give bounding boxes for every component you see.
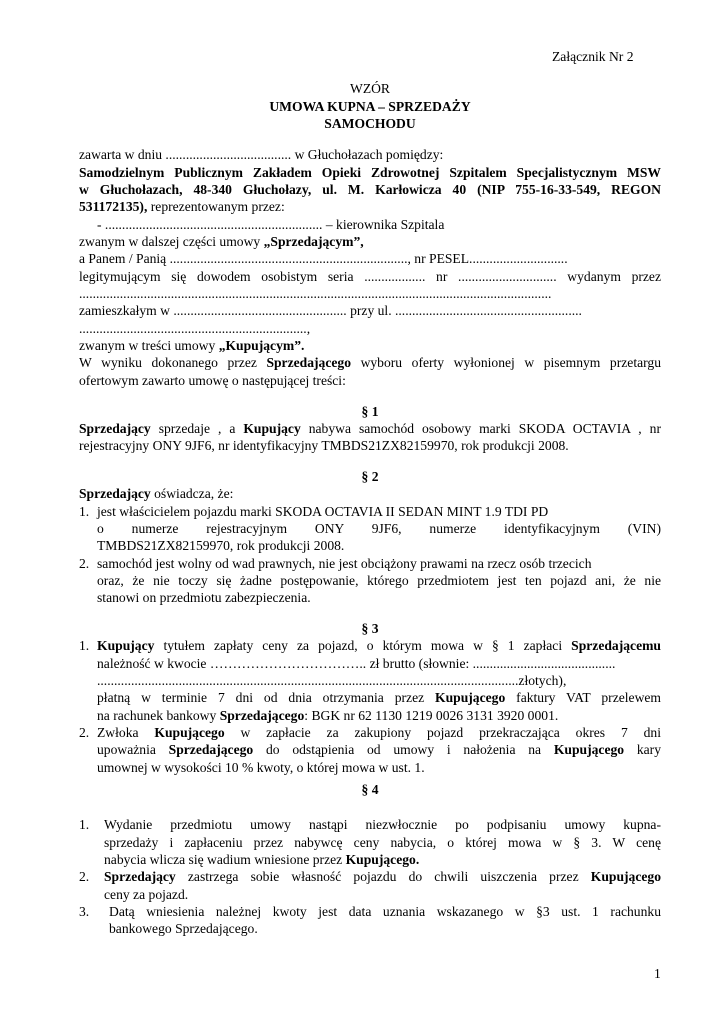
- section-2-heading: § 2: [361, 469, 379, 484]
- represented-text: reprezentowanym przez:: [147, 199, 285, 214]
- list-item-line: [104, 868, 661, 886]
- s3-text: kary: [624, 742, 661, 757]
- s4-text: nabycia wlicza się wadium wniesione przez: [104, 852, 346, 867]
- tender-line: [79, 354, 661, 372]
- list-number: 2.: [79, 869, 90, 884]
- s1-text-2: nabywa samochód osobowy marki SKODA OCTAVIA , nr: [300, 421, 661, 436]
- section-3-heading: § 3: [361, 621, 379, 636]
- tender-line-2: ofertowym zawarto umowę o następującej treści:: [79, 373, 346, 388]
- section-2-intro: [79, 485, 661, 503]
- list-item-line: bankowego Sprzedającego.: [109, 921, 258, 936]
- seller-regon-line: [79, 198, 661, 216]
- s1-text-1: sprzedaje , a: [150, 421, 244, 436]
- section-4-heading: § 4: [361, 782, 379, 797]
- section-1-line: [79, 420, 661, 438]
- buyer-ref: Kupującego: [553, 742, 625, 757]
- list-number: 2.: [79, 725, 90, 740]
- s3-text: tytułem zapłaty ceny za pojazd, o którym mowa w § 1 zapłaci: [154, 638, 572, 653]
- bank-account-line: [97, 707, 661, 725]
- list-item-line: [104, 851, 661, 869]
- seller-name-line: Samodzielnym Publicznym Zakładem Opieki Zdrowotnej Szpitalem Specjalistycznym MSW: [79, 165, 661, 180]
- contract-subtitle: SAMOCHODU: [324, 116, 416, 131]
- list-item-line: Wydanie przedmiotu umowy nastąpi niezwłocznie po podpisaniu umowy kupna-: [104, 817, 661, 832]
- representative-line: - ................................................................ – kierownika Szpitala: [97, 217, 445, 232]
- seller-ref: Sprzedający: [79, 486, 151, 501]
- list-item-line: jest właścicielem pojazdu marki SKODA OCTAVIA II SEDAN MINT 1.9 TDI PD: [97, 504, 549, 519]
- s3-text: do odstąpienia od umowy i nałożenia na: [253, 742, 554, 757]
- buyer-ref: Kupujący: [243, 421, 301, 436]
- list-item-line: samochód jest wolny od wad prawnych, nie jest obciążony prawami na rzecz osób trzecich: [97, 556, 592, 571]
- s2-text: oświadcza, że:: [150, 486, 234, 501]
- contract-title: UMOWA KUPNA – SPRZEDAŻY: [269, 99, 471, 114]
- list-item-line: należność w kwocie …………………………….. zł brutto (słownie: ..........................................: [97, 656, 616, 671]
- buyer-ref: Kupujący: [97, 638, 155, 653]
- bank-account-number: : BGK nr 62 1130 1219 0026 3131 3920 0001.: [304, 708, 559, 723]
- tender-text-1: W wyniku dokonanego przez: [79, 355, 267, 370]
- buyer-ref: Kupującego: [590, 869, 661, 884]
- list-item-line: ceny za pojazd.: [104, 887, 189, 902]
- list-item-line: sprzedaży i zapłaceniu przez nabywcę ceny nabycia, o której mowa w § 3. W cenę: [104, 835, 661, 850]
- tender-seller: Sprzedającego: [266, 355, 352, 370]
- list-item-line: umownej w wysokości 10 % kwoty, o której mowa w ust. 1.: [97, 760, 425, 775]
- s3-text: w zapłacie za zakupiony pojazd przekraczająca okres 7 dni: [224, 725, 661, 740]
- section-1-line: rejestracyjny ONY 9JF6, nr identyfikacyjny TMBDS21ZX82159970, rok produkcji 2008.: [79, 438, 569, 453]
- seller-ref: Sprzedający: [104, 869, 176, 884]
- buyer-alias-text: zwanym w treści umowy: [79, 338, 219, 353]
- buyer-ref: Kupującego: [154, 725, 225, 740]
- list-number: 1.: [79, 817, 90, 832]
- list-item-line: oraz, że nie toczy się żadne postępowanie, którego przedmiotem jest ten pojazd ani, że nie: [97, 573, 661, 588]
- buyer-id-issuer-line: ...........................................................................................................................................: [79, 286, 552, 301]
- buyer-address-line: zamieszkałym w ................................................... przy ul. .......................................................: [79, 303, 582, 318]
- seller-ref: Sprzedający: [79, 421, 151, 436]
- seller-alias-line: [79, 233, 661, 251]
- title-wzor: WZÓR: [349, 81, 391, 96]
- list-item-line: [97, 637, 661, 655]
- seller-ref: Sprzedającemu: [571, 638, 661, 653]
- s3-text: płatną w terminie 7 dni od dnia otrzymania przez: [97, 690, 436, 705]
- s3-text: faktury VAT przelewem: [505, 690, 661, 705]
- list-item-line: [97, 689, 661, 707]
- page-number: 1: [654, 966, 661, 981]
- buyer-name-line: a Panem / Panią ......................................................................, nr PESEL.............................: [79, 251, 568, 266]
- list-number: 2.: [79, 556, 90, 571]
- seller-alias-text: zwanym w dalszej części umowy: [79, 234, 264, 249]
- seller-alias: „Sprzedającym”,: [263, 234, 364, 249]
- buyer-alias: „Kupującym”.: [218, 338, 305, 353]
- buyer-ref: Kupującego: [435, 690, 506, 705]
- seller-ref: Sprzedającego: [219, 708, 305, 723]
- buyer-alias-line: [79, 337, 661, 355]
- seller-address-line: w Głuchołazach, 48-340 Głuchołazy, ul. M. Karłowicza 40 (NIP 755-16-33-549, REGON: [79, 182, 661, 197]
- list-number: 3.: [79, 904, 90, 919]
- list-item-line: o numerze rejestracyjnym ONY 9JF6, numerze identyfikacyjnym (VIN): [97, 521, 661, 536]
- list-number: 1.: [79, 638, 90, 653]
- seller-ref: Sprzedającego: [168, 742, 254, 757]
- buyer-ref: Kupującego.: [345, 852, 420, 867]
- s3-text: Zwłoka: [97, 725, 155, 740]
- list-item-line: [97, 724, 661, 742]
- buyer-address-cont-line: ...................................................................,: [79, 321, 311, 336]
- buyer-id-line: legitymującym się dowodem osobistym seria .................. nr ............................. wydanym przez: [79, 269, 661, 284]
- regon-value: 531172135),: [79, 199, 148, 214]
- annex-label: Załącznik Nr 2: [552, 49, 634, 64]
- tender-text-2: wyboru oferty wyłonionej w pisemnym przetargu: [351, 355, 662, 370]
- s3-text: upoważnia: [97, 742, 169, 757]
- list-item-line: [97, 741, 661, 759]
- s3-text: na rachunek bankowy: [97, 708, 220, 723]
- list-item-line: TMBDS21ZX82159970, rok produkcji 2008.: [97, 538, 345, 553]
- list-item-line: stanowi on przedmiotu zabezpieczenia.: [97, 590, 311, 605]
- list-item-line: ............................................................................................................................złotych),: [97, 673, 567, 688]
- s4-text: zastrzega sobie własność pojazdu do chwili uiszczenia przez: [175, 869, 591, 884]
- list-number: 1.: [79, 504, 90, 519]
- section-1-heading: § 1: [361, 404, 379, 419]
- intro-line: zawarta w dniu ..................................... w Głuchołazach pomiędzy:: [79, 147, 444, 162]
- list-item-line: Datą wniesienia należnej kwoty jest data uznania wskazanego w §3 ust. 1 rachunku: [109, 904, 661, 919]
